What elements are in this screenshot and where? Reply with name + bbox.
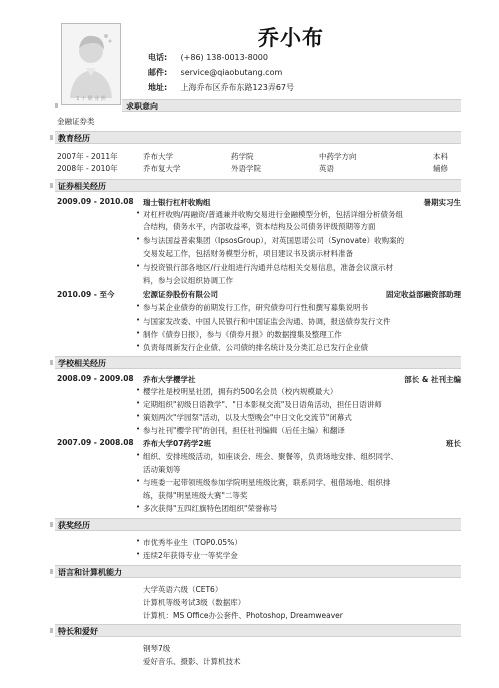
person-silhouette-icon <box>62 24 120 104</box>
edu-college: 外语学院 <box>231 164 261 173</box>
edu-degree: 辅修 <box>433 164 448 173</box>
job-bullet-cont: 料，参与会议组织协调工作 <box>143 276 233 285</box>
job-bullet: • 参与社刊"樱学刊"的创刊，担任社刊编辑（后任主编）和翻译 <box>143 425 345 436</box>
section-hobby-title: 特长和爱好 <box>58 627 98 636</box>
hobby-item: 钢琴7级 <box>143 644 171 653</box>
job-bullet: • 组织、安排班级活动，如座谈会、班会、聚餐等，负责场地安排、组织同学、 <box>143 451 398 462</box>
job-org: 瑞士银行杠杆收购组 <box>143 198 211 207</box>
email-row <box>148 67 282 78</box>
job-role: 班长 <box>446 439 461 448</box>
phone-value: (+86) 138-0013-8000 <box>180 53 268 62</box>
intent-value: 金融证券类 <box>57 117 95 126</box>
edu-school: 乔布复大学 <box>143 164 181 173</box>
section-awards-header <box>55 518 461 531</box>
section-skills-title: 语言和计算机能力 <box>58 568 122 577</box>
section-tick-mark <box>50 522 53 527</box>
job-bullet: • 制作《债券日报》，参与《债券月报》的数据搜集及整理工作 <box>143 329 342 340</box>
job-bullet-cont: 合结构，债务水平，内部收益率，资本结构及公司债务评级预期等方面 <box>143 222 376 231</box>
section-cert-header <box>55 179 461 192</box>
job-period: 2010.09 - 至今 <box>57 290 115 299</box>
edu-degree: 本科 <box>433 152 448 161</box>
job-period: 2008.09 - 2009.08 <box>57 374 134 383</box>
section-school-title: 学校相关经历 <box>58 359 106 368</box>
job-bullet: • 策划两次"学园祭"活动，以及大型晚会"中日文化交流节"闭幕式 <box>143 412 352 423</box>
job-bullet-cont: 练，获得"明星班级大赛"二等奖 <box>143 491 248 500</box>
skill-item: 大学英语六级（CET6） <box>143 585 223 594</box>
job-org: 乔布大学樱学社 <box>143 375 196 384</box>
section-intent-header <box>122 99 461 112</box>
edu-major: 英语 <box>319 164 334 173</box>
job-bullet: • 樱学社是校明星社团，拥有约500名会员（校内规模最大） <box>143 386 337 397</box>
job-bullet: • 与班委一起带领班级参加学院明星班级比赛，联系同学、租借场地、组织排 <box>143 477 391 488</box>
address-row <box>148 82 294 93</box>
email-value[interactable]: service@qiaobutang.com <box>180 68 283 77</box>
job-bullet-cont: 交易发起工作，包括财务模型分析，项目建议书及演示材料准备 <box>143 249 353 258</box>
profile-photo <box>61 23 121 105</box>
section-cert-title: 证券相关经历 <box>58 182 106 191</box>
job-bullet-cont: 活动策划等 <box>143 465 181 474</box>
section-education-title: 教育经历 <box>58 134 90 143</box>
section-tick-mark <box>50 183 53 188</box>
job-org: 乔布大学07药学2班 <box>143 439 212 448</box>
address-value: 上海乔布区乔布东路123弄67号 <box>180 83 294 92</box>
section-tick-mark <box>50 360 53 365</box>
job-bullet: • 参与某企业债券的前期发行工作，研究债券可行性和撰写募集说明书 <box>143 302 368 313</box>
section-hobby-header <box>55 624 461 637</box>
job-bullet: • 多次获得"五四红旗特色团组织"荣誉称号 <box>143 503 277 514</box>
job-bullet: • 参与法国益普索集团（IpsosGroup），对英国思诺公司（Synovate）收购案的 <box>143 235 404 246</box>
photo-watermark: 1 十 职 业 照 <box>76 96 106 102</box>
edu-major: 中药学方向 <box>319 152 357 161</box>
section-tick-mark <box>50 628 53 633</box>
edu-period: 2008年 - 2010年 <box>57 164 118 173</box>
section-tick-mark <box>55 103 58 108</box>
skill-item: 计算机：MS Office办公套件、Photoshop, Dreamweaver <box>143 611 343 620</box>
phone-label: 电话: <box>148 53 168 62</box>
job-role: 暑期实习生 <box>423 198 461 207</box>
job-bullet: • 与投资银行部各地区/行业组进行沟通并总结相关交易信息，准备会议演示材 <box>143 262 393 273</box>
edu-college: 药学院 <box>231 152 254 161</box>
job-role: 部长 & 社刊主编 <box>404 375 461 384</box>
job-bullet: • 对杠杆收购/再融资/普通兼并收购交易进行金融模型分析，包括详细分析债务组 <box>143 209 403 220</box>
award-item: • 连续2年获得专业一等奖学金 <box>143 550 238 561</box>
phone-row <box>148 52 268 63</box>
job-bullet: • 负责每周新发行企业债、公司债的排名统计及分类汇总已发行企业债 <box>143 342 368 353</box>
section-education-header <box>55 131 461 144</box>
award-item: • 市优秀毕业生（TOP0.05%） <box>143 537 242 548</box>
skill-item: 计算机等级考试3级（数据库） <box>143 598 246 607</box>
address-label: 地址: <box>148 83 168 92</box>
section-skills-header <box>55 565 461 578</box>
candidate-name: 乔小布 <box>258 26 324 50</box>
hobby-item: 爱好音乐、摄影、计算机技术 <box>143 657 241 666</box>
section-tick-mark <box>50 569 53 574</box>
job-period: 2009.09 - 2010.08 <box>57 197 134 206</box>
email-label: 邮件: <box>148 68 168 77</box>
job-org: 宏源证券股份有限公司 <box>143 290 218 299</box>
edu-period: 2007年 - 2011年 <box>57 152 118 161</box>
job-bullet: • 定期组织"初级日语教学"、"日本影视交流"及日语角活动，担任日语讲师 <box>143 399 382 410</box>
job-role: 固定收益部融资部助理 <box>386 290 461 299</box>
section-awards-title: 获奖经历 <box>58 521 90 530</box>
edu-school: 乔布大学 <box>143 152 173 161</box>
section-tick-mark <box>50 135 53 140</box>
job-bullet: • 与国家发改委、中国人民银行和中国证监会沟通、协调，报送债券发行文件 <box>143 316 391 327</box>
section-intent-title: 求职意向 <box>126 102 158 111</box>
section-school-header <box>55 356 461 369</box>
job-period: 2007.09 - 2008.08 <box>57 438 134 447</box>
